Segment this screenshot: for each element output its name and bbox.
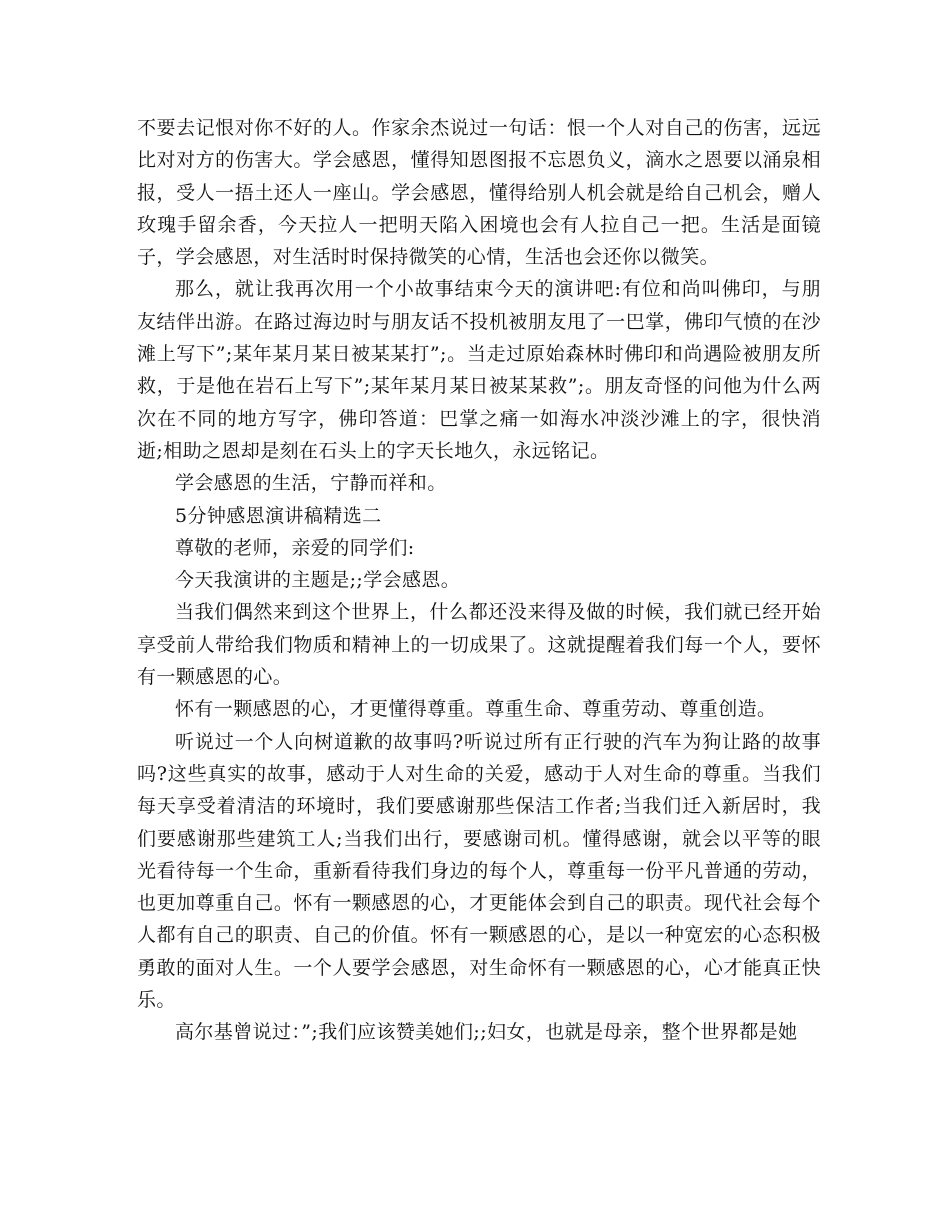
section-heading: 5分钟感恩演讲稿精选二 [175,504,382,527]
paragraph-9: 听说过一个人向树道歉的故事吗?听说过所有正行驶的汽车为狗让路的故事吗?这些真实的故事，感动于人对生命的关爱，感动于人对生命的尊重。当我们每天享受着清洁的环境时，我们要感谢那些保洁工作者;当我们迁入新居时，我们要感谢那些建筑工人;当我们出行，要感谢司机。懂得感谢，就会以平等的眼光看待每一个生命，重新看待我们身边的每个人，尊重每一份平凡普通的劳动，也更加尊重自己。怀有一颗感恩的心，才更能体会到自己的职责。现代社会每个人都有自己的职责、自己的价值。怀有一颗感恩的心，是以一种宽宏的心态积极勇敢的面对人生。一个人要学会感恩，对生命怀有一颗感恩的心，心才能真正快乐。 [137,730,821,1012]
paragraph-1: 不要去记恨对你不好的人。作家余杰说过一句话：恨一个人对自己的伤害，远远比对对方的伤害大。学会感恩，懂得知恩图报不忘恩负义，滴水之恩要以涌泉相报，受人一捂土还人一座山。学会感恩，懂得给别人机会就是给自己机会，赠人玫瑰手留余香，今天拉人一把明天陷入困境也会有人拉自己一把。生活是面镜子，学会感恩，对生活时时保持微笑的心情，生活也会还你以微笑。 [137,117,821,269]
paragraph-8: 怀有一颗感恩的心，才更懂得尊重。尊重生命、尊重劳动、尊重创造。 [175,698,777,721]
paragraph-3: 学会感恩的生活，宁静而祥和。 [175,472,447,495]
paragraph-topic: 今天我演讲的主题是;;学会感恩。 [175,569,461,592]
document-body [137,112,821,1049]
paragraph-7: 当我们偶然来到这个世界上，什么都还没来得及做的时候，我们就已经开始享受前人带给我们物质和精神上的一切成果了。这就提醒着我们每一个人，要怀有一颗感恩的心。 [137,601,821,689]
paragraph-10: 高尔基曾说过：”;我们应该赞美她们;;妇女，也就是母亲，整个世界都是她 [175,1021,798,1044]
salutation: 尊敬的老师，亲爱的同学们: [175,536,415,559]
paragraph-2: 那么，就让我再次用一个小故事结束今天的演讲吧:有位和尚叫佛印，与朋友结伴出游。在路过海边时与朋友话不投机被朋友甩了一巴掌，佛印气愤的在沙滩上写下”;某年某月某日被某某打”;。当走过原始森林时佛印和尚遇险被朋友所救，于是他在岩石上写下”;某年某月某日被某某救”;。朋友奇怪的问他为什么两次在不同的地方写字，佛印答道：巴掌之痛一如海水冲淡沙滩上的字，很快消逝;相助之恩却是刻在石头上的字天长地久，永远铭记。 [137,278,821,462]
